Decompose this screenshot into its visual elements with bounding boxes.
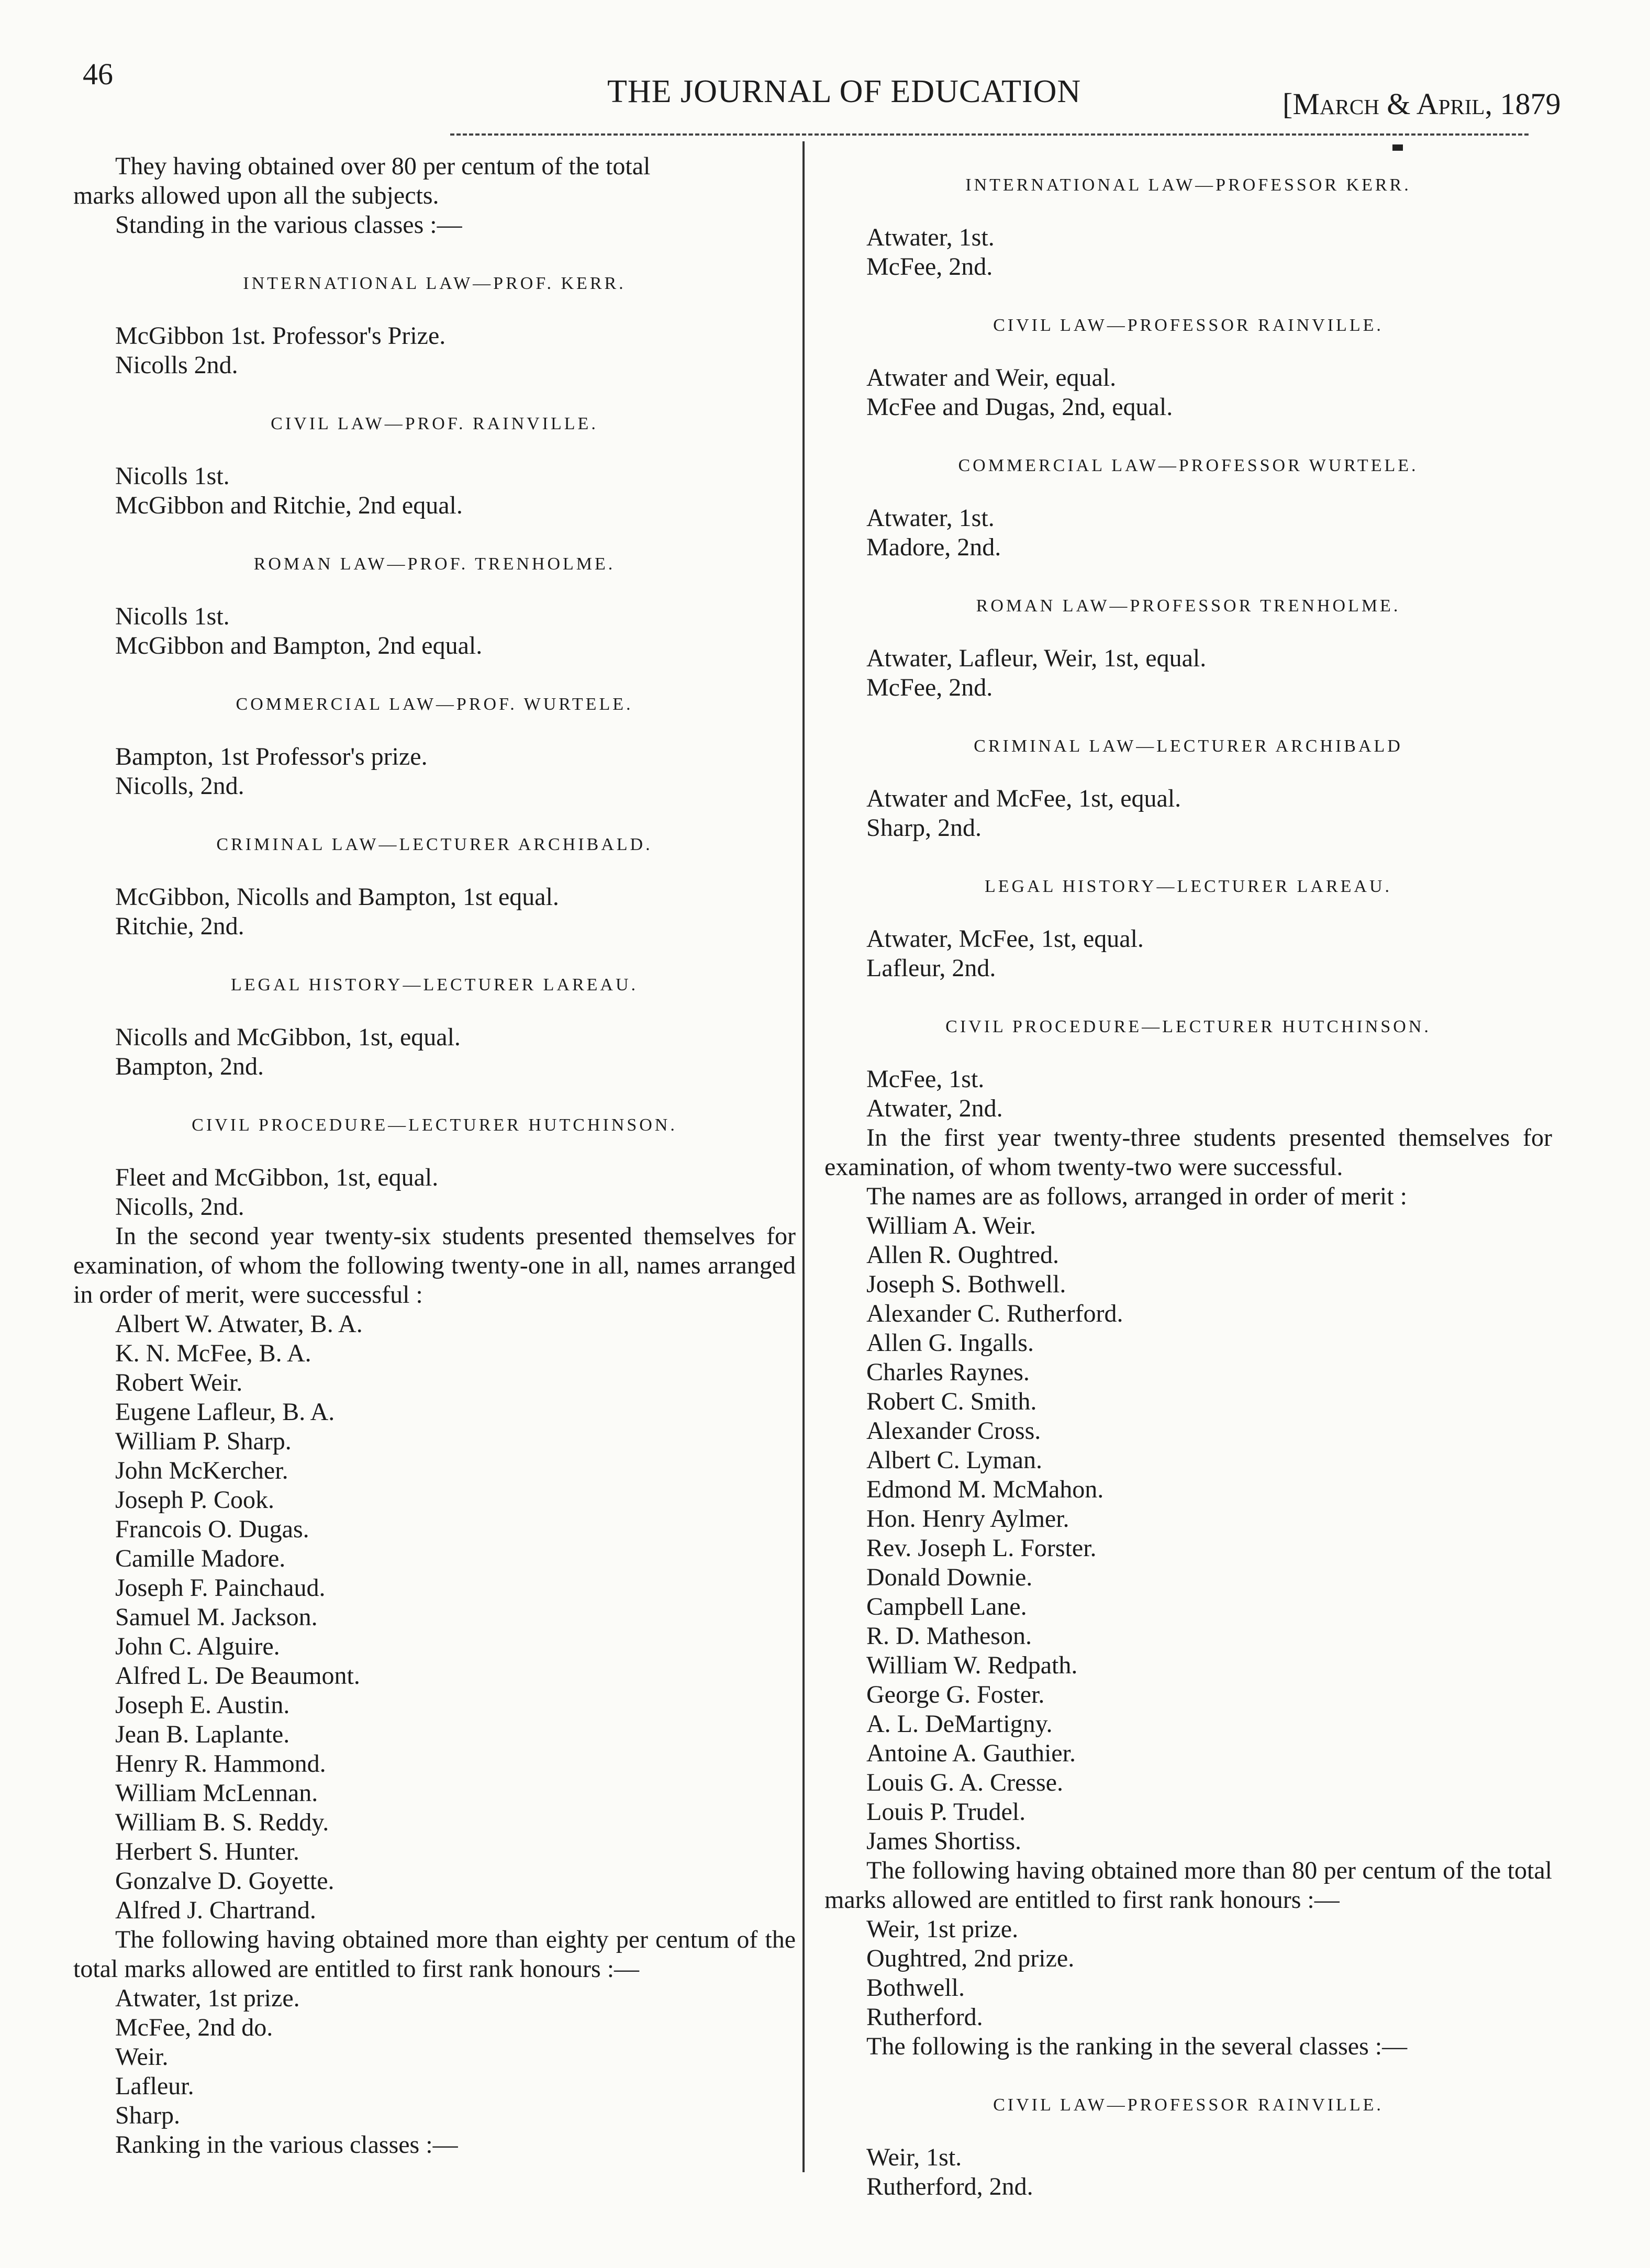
honours-paragraph: The following having obtained more than 80 per centum of the total marks allowed are entitled to first rank honours :— — [824, 1857, 1552, 1914]
student-name: Campbell Lane. — [866, 1593, 1027, 1621]
student-name: Louis G. A. Cresse. — [866, 1769, 1063, 1796]
section-heading: INTERNATIONAL LAW—PROFESSOR KERR. — [965, 175, 1411, 195]
result-line: McFee, 1st. — [866, 1065, 985, 1093]
result-line: Fleet and McGibbon, 1st, equal. — [115, 1164, 439, 1191]
student-name: Donald Downie. — [866, 1563, 1033, 1591]
second-year-student-list — [73, 1310, 796, 1925]
student-name: William B. S. Reddy. — [115, 1808, 329, 1836]
result-line: Atwater, Lafleur, Weir, 1st, equal. — [866, 644, 1207, 672]
student-name: Alexander Cross. — [866, 1417, 1041, 1445]
section-heading: LEGAL HISTORY—LECTURER LAREAU. — [984, 877, 1392, 896]
section-heading: CRIMINAL LAW—LECTURER ARCHIBALD. — [216, 835, 653, 854]
student-name: Allen R. Oughtred. — [866, 1241, 1059, 1269]
result-line: Weir, 1st. — [866, 2143, 962, 2171]
first-year-student-list — [824, 1211, 1552, 1856]
student-name: Hon. Henry Aylmer. — [866, 1505, 1069, 1533]
result-line: Sharp, 2nd. — [866, 814, 982, 842]
result-line: Nicolls, 2nd. — [115, 1193, 244, 1221]
student-name: John C. Alguire. — [115, 1633, 280, 1660]
result-line: McGibbon and Bampton, 2nd equal. — [115, 632, 483, 660]
student-name: Joseph F. Painchaud. — [115, 1574, 326, 1602]
ranking-intro: The following is the ranking in the several classes :— — [866, 2032, 1408, 2060]
page-number: 46 — [83, 57, 113, 91]
intro-line: They having obtained over 80 per centum of the total — [115, 152, 651, 180]
result-line: McFee, 2nd. — [866, 674, 993, 701]
closing-line: Ranking in the various classes :— — [115, 2131, 458, 2159]
result-line: McGibbon and Ritchie, 2nd equal. — [115, 491, 463, 519]
result-line: Lafleur, 2nd. — [866, 954, 996, 982]
section-heading: LEGAL HISTORY—LECTURER LAREAU. — [230, 975, 639, 995]
honours-entry: Bothwell. — [866, 1974, 965, 2002]
page-header — [0, 0, 1650, 147]
result-line: McGibbon 1st. Professor's Prize. — [115, 322, 446, 350]
honours-entry: Lafleur. — [115, 2072, 194, 2100]
student-name: George G. Foster. — [866, 1681, 1045, 1708]
section-heading: ROMAN LAW—PROF. TRENHOLME. — [253, 554, 616, 574]
student-name: Jean B. Laplante. — [115, 1720, 290, 1748]
student-name: Joseph S. Bothwell. — [866, 1270, 1066, 1298]
student-name: Antoine A. Gauthier. — [866, 1739, 1076, 1767]
header-rule — [450, 133, 1529, 136]
honours-list — [824, 1915, 1552, 2032]
left-column — [73, 152, 796, 2160]
result-line: Nicolls 1st. — [115, 462, 230, 490]
honours-list — [73, 1984, 796, 2130]
student-name: Alfred J. Chartrand. — [115, 1896, 316, 1924]
result-line: Nicolls 1st. — [115, 602, 230, 630]
result-line: Atwater, McFee, 1st, equal. — [866, 925, 1144, 953]
journal-title: THE JOURNAL OF EDUCATION — [607, 74, 1082, 109]
result-line: Madore, 2nd. — [866, 533, 1001, 561]
student-name: James Shortiss. — [866, 1827, 1022, 1855]
names-intro: The names are as follows, arranged in order of merit : — [866, 1182, 1407, 1210]
result-line: Atwater and McFee, 1st, equal. — [866, 785, 1181, 812]
result-line: Atwater and Weir, equal. — [866, 364, 1117, 392]
honours-entry: Weir. — [115, 2043, 169, 2071]
student-name: Albert W. Atwater, B. A. — [115, 1310, 363, 1338]
student-name: Robert Weir. — [115, 1369, 243, 1396]
student-name: William P. Sharp. — [115, 1427, 292, 1455]
student-name: Allen G. Ingalls. — [866, 1329, 1034, 1357]
issue-date: [March & April, 1879 — [1283, 87, 1561, 121]
column-divider — [802, 141, 805, 2172]
section-heading: COMMERCIAL LAW—PROF. WURTELE. — [236, 695, 633, 714]
honours-entry: Atwater, 1st prize. — [115, 1984, 300, 2012]
student-name: R. D. Matheson. — [866, 1622, 1032, 1650]
section-heading: CIVIL PROCEDURE—LECTURER HUTCHINSON. — [192, 1115, 677, 1135]
student-name: Robert C. Smith. — [866, 1388, 1037, 1415]
result-line: Nicolls, 2nd. — [115, 772, 244, 800]
section-heading: CRIMINAL LAW—LECTURER ARCHIBALD — [974, 736, 1403, 756]
student-name: Herbert S. Hunter. — [115, 1838, 299, 1865]
student-name: William W. Redpath. — [866, 1651, 1078, 1679]
student-name: Camille Madore. — [115, 1545, 286, 1572]
result-line: Nicolls and McGibbon, 1st, equal. — [115, 1023, 461, 1051]
student-name: William McLennan. — [115, 1779, 318, 1807]
student-name: William A. Weir. — [866, 1212, 1036, 1239]
student-name: Joseph E. Austin. — [115, 1691, 290, 1719]
result-line: Nicolls 2nd. — [115, 351, 238, 379]
header-rule-ornament — [1392, 144, 1403, 151]
student-name: Alfred L. De Beaumont. — [115, 1662, 360, 1690]
section-heading: INTERNATIONAL LAW—PROF. KERR. — [243, 274, 626, 293]
section-heading: COMMERCIAL LAW—PROFESSOR WURTELE. — [958, 456, 1419, 475]
result-line: Atwater, 1st. — [866, 504, 995, 532]
result-line: Ritchie, 2nd. — [115, 912, 244, 940]
honours-entry: McFee, 2nd do. — [115, 2014, 273, 2041]
honours-entry: Rutherford. — [866, 2003, 983, 2031]
student-name: A. L. DeMartigny. — [866, 1710, 1053, 1738]
result-line: McFee, 2nd. — [866, 253, 993, 281]
honours-entry: Oughtred, 2nd prize. — [866, 1945, 1075, 1972]
student-name: Louis P. Trudel. — [866, 1798, 1026, 1826]
student-name: Eugene Lafleur, B. A. — [115, 1398, 335, 1426]
result-line: McGibbon, Nicolls and Bampton, 1st equal. — [115, 883, 559, 911]
honours-entry: Sharp. — [115, 2102, 180, 2129]
section-heading: CIVIL LAW—PROFESSOR RAINVILLE. — [993, 2095, 1384, 2115]
honours-entry: Weir, 1st prize. — [866, 1915, 1019, 1943]
result-line: Bampton, 1st Professor's prize. — [115, 743, 428, 770]
student-name: John McKercher. — [115, 1457, 288, 1484]
result-line: McFee and Dugas, 2nd, equal. — [866, 393, 1173, 421]
student-name: Charles Raynes. — [866, 1358, 1030, 1386]
section-heading: CIVIL PROCEDURE—LECTURER HUTCHINSON. — [945, 1017, 1431, 1036]
student-name: K. N. McFee, B. A. — [115, 1339, 311, 1367]
student-name: Edmond M. McMahon. — [866, 1476, 1104, 1503]
student-name: Rev. Joseph L. Forster. — [866, 1534, 1097, 1562]
student-name: Francois O. Dugas. — [115, 1515, 309, 1543]
result-line: Rutherford, 2nd. — [866, 2173, 1033, 2200]
student-name: Joseph P. Cook. — [115, 1486, 275, 1514]
section-heading: CIVIL LAW—PROF. RAINVILLE. — [271, 414, 598, 433]
student-name: Gonzalve D. Goyette. — [115, 1867, 335, 1895]
result-line: Atwater, 1st. — [866, 224, 995, 251]
result-line: Bampton, 2nd. — [115, 1053, 264, 1080]
student-name: Samuel M. Jackson. — [115, 1603, 318, 1631]
student-name: Albert C. Lyman. — [866, 1446, 1042, 1474]
second-year-paragraph: In the second year twenty-six students presented themselves for examination, of whom the following twenty-one in all, names arranged in order of merit, were successful : — [73, 1222, 796, 1309]
student-name: Henry R. Hammond. — [115, 1750, 326, 1778]
student-name: Alexander C. Rutherford. — [866, 1300, 1123, 1327]
section-heading: CIVIL LAW—PROFESSOR RAINVILLE. — [993, 316, 1384, 335]
result-line: Atwater, 2nd. — [866, 1094, 1003, 1122]
intro-line: Standing in the various classes :— — [115, 211, 462, 239]
intro-line: marks allowed upon all the subjects. — [73, 182, 439, 209]
section-heading: ROMAN LAW—PROFESSOR TRENHOLME. — [976, 596, 1401, 616]
first-year-paragraph: In the first year twenty-three students presented themselves for examination, of whom twenty-two were successful. — [824, 1124, 1552, 1181]
right-column — [824, 152, 1552, 2202]
honours-paragraph: The following having obtained more than eighty per centum of the total marks allowed are entitled to first rank honours :— — [73, 1926, 796, 1983]
